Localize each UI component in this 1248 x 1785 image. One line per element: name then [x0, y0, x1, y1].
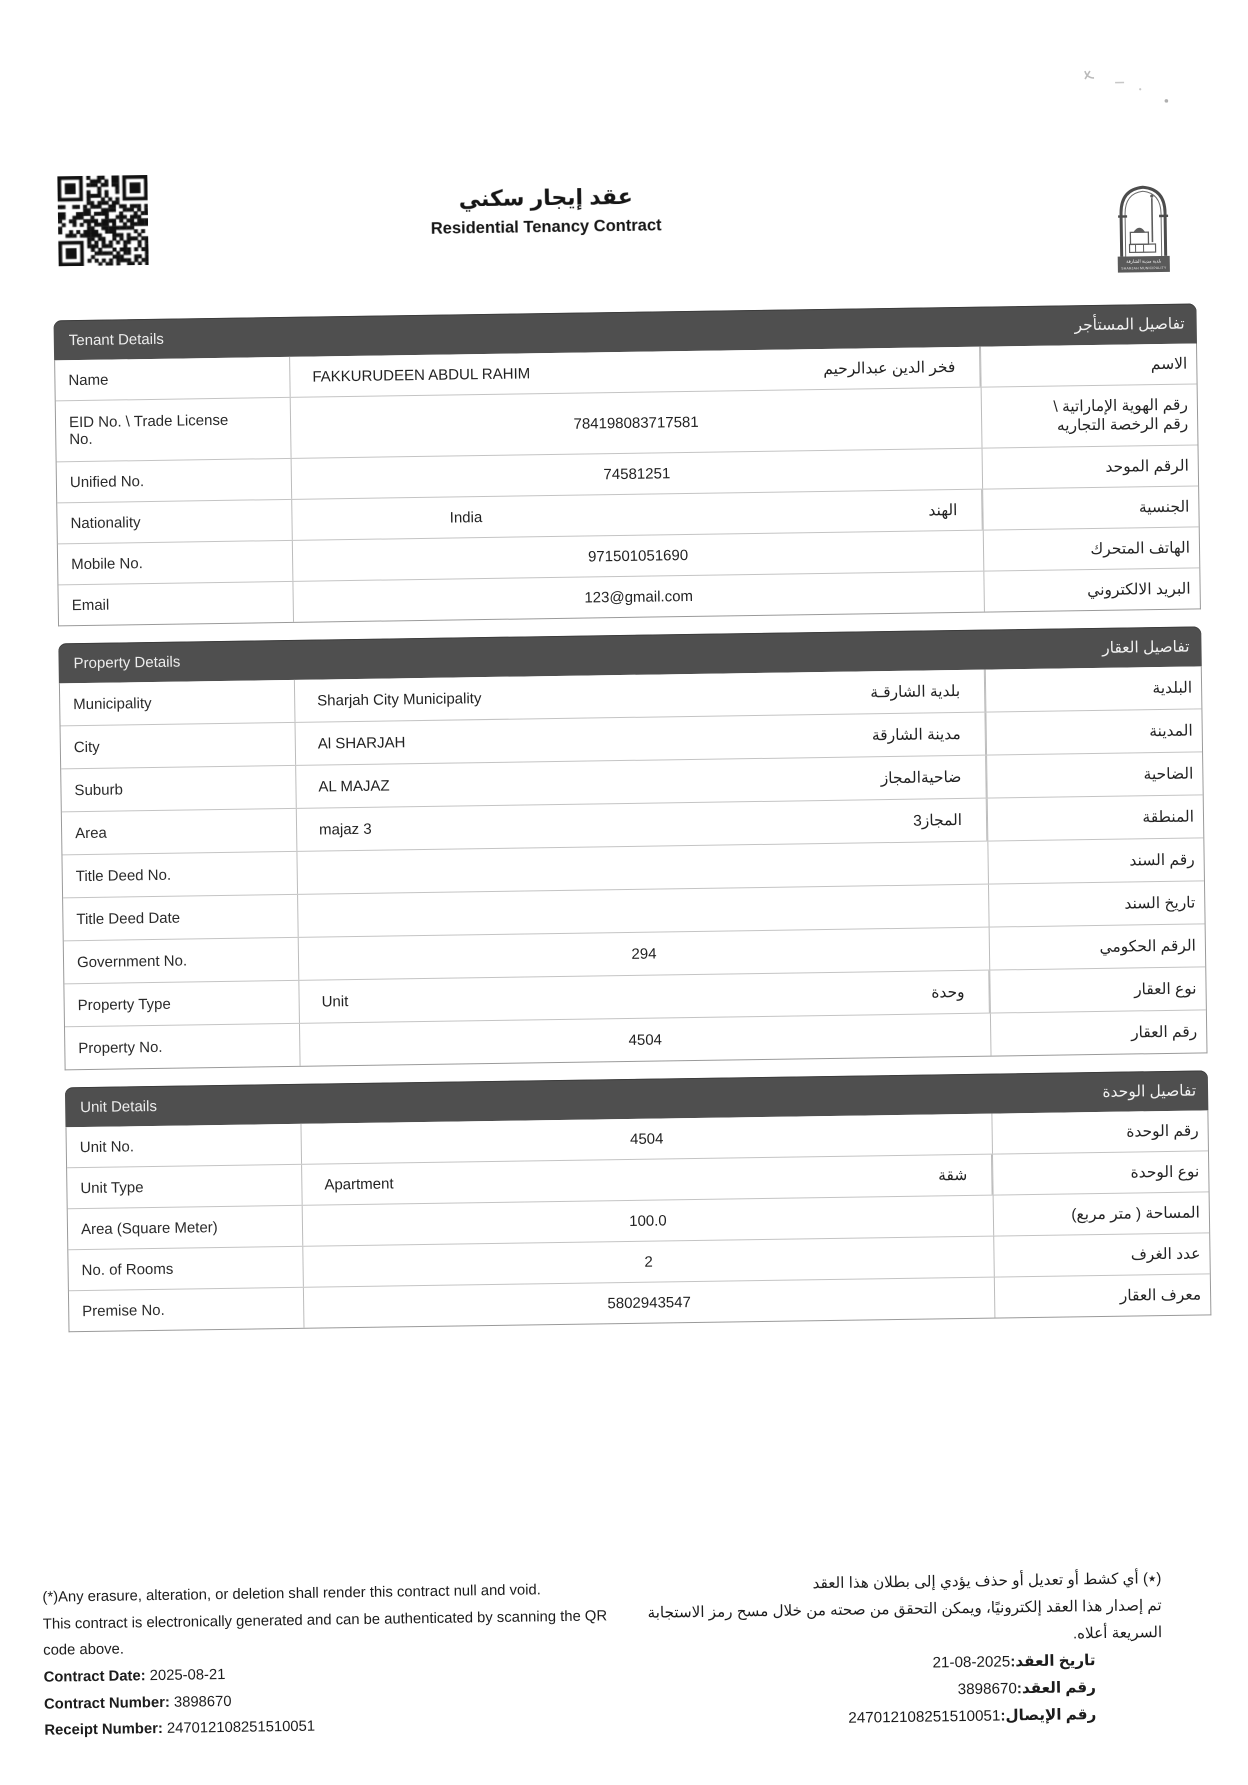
- row-value-ar: الهند: [639, 490, 983, 535]
- row-value-en: Al SHARJAH: [296, 718, 644, 765]
- row-label-ar: المدينة: [985, 709, 1204, 754]
- section-tenant: [54, 303, 1201, 626]
- footer-note-qr-ar: تم إصدار هذا العقد إلكترونيًا، ويمكن التحقق من صحته من خلال مسح رمز الاستجابة السريعة أعلاه.: [602, 1592, 1163, 1654]
- row-label-en: Unit Type: [67, 1165, 303, 1208]
- document-title-arabic: عقد إيجار سكني: [0, 177, 1102, 219]
- row-label-ar: رقم العقار: [990, 1010, 1209, 1055]
- row-value: 294: [299, 928, 990, 980]
- row-label-en: No. of Rooms: [68, 1247, 304, 1290]
- row-label-en: Area: [62, 809, 298, 854]
- row-label-en: Unit No.: [66, 1124, 302, 1167]
- row-value: 123@gmail.com: [293, 572, 984, 622]
- document-title: [0, 177, 1102, 245]
- footer-entry-value-ar: 3898670: [958, 1680, 1017, 1698]
- row-value: 5802943547: [304, 1278, 995, 1328]
- row-label-en: Title Deed No.: [62, 852, 298, 897]
- section-property: [58, 626, 1207, 1070]
- table-body: [65, 1110, 1211, 1332]
- row-label-en: Property Type: [64, 981, 300, 1026]
- footer-entry-value: 2025-08-21: [145, 1667, 225, 1684]
- row-value-ar: وحدة: [646, 971, 990, 1018]
- row-value-ar: شقة: [649, 1155, 993, 1200]
- row-label-ar: الجنسية: [982, 486, 1201, 529]
- row-label-en: Title Deed Date: [63, 895, 299, 940]
- row-label-en: Mobile No.: [58, 541, 294, 584]
- row-label-ar: رقم الوحدة: [991, 1110, 1210, 1153]
- row-label-en: Municipality: [60, 680, 296, 725]
- section-title-en: Tenant Details: [69, 330, 164, 348]
- logo-banner-text-english: SHARJAH MUNICIPALITY: [1121, 266, 1167, 271]
- footer-entry-label: Contract Date:: [44, 1668, 146, 1686]
- row-value-en: Apartment: [302, 1160, 650, 1205]
- row-label-ar: الرقم الحكومي: [989, 924, 1208, 969]
- footer-entry-value-ar: 2025-08-21: [932, 1653, 1010, 1671]
- row-value: 4504: [301, 1114, 992, 1164]
- pen-marks: [1073, 58, 1184, 116]
- row-label-ar: الضاحية: [986, 752, 1205, 797]
- footer-note-qr: This contract is electronically generated and can be authenticated by scanning the QR code above.: [43, 1603, 619, 1665]
- row-label-en: Email: [58, 582, 294, 625]
- row-value-en: India: [292, 495, 640, 540]
- footer-entry-value-ar: 247012108251510051: [848, 1708, 1000, 1727]
- row-value-ar: فخر الدين عبدالرحيم: [637, 347, 981, 392]
- row-label-en: Property No.: [65, 1024, 301, 1069]
- footer-entry-label: Receipt Number:: [44, 1721, 163, 1739]
- row-value-en: AL MAJAZ: [296, 761, 644, 808]
- row-label-ar: المنطقة: [987, 795, 1206, 840]
- section-title-ar: تفاصيل المستأجر: [1074, 314, 1184, 335]
- row-label-ar: عدد الغرف: [993, 1233, 1212, 1276]
- row-label-ar: معرف العقار: [994, 1274, 1213, 1317]
- row-label-ar: المساحة ( متر مربع): [993, 1192, 1212, 1235]
- table-body: [59, 666, 1208, 1070]
- row-label-ar: رقم السند: [987, 838, 1206, 883]
- section-title-en: Unit Details: [80, 1097, 157, 1115]
- row-value-ar: بلدية الشارقـة: [642, 670, 986, 717]
- row-value-ar: مدينة الشارقة: [642, 713, 986, 760]
- footer-entry-value: 3898670: [170, 1693, 232, 1710]
- row-label-ar: نوع العقار: [989, 967, 1208, 1012]
- sharjah-municipality-logo-icon: [1116, 180, 1171, 275]
- row-label-ar: رقم الهوية الإماراتية \ رقم الرخصة التجاريه: [981, 384, 1200, 447]
- row-value: 971501051690: [293, 531, 984, 581]
- section-title-ar: تفاصيل العقار: [1102, 637, 1190, 657]
- row-label-ar: الهاتف المتحرك: [983, 527, 1202, 570]
- row-label-ar: البلدية: [985, 666, 1204, 711]
- row-label-en: Government No.: [64, 938, 300, 983]
- logo-banner-text-arabic: بلدية مدينة الشارقة: [1126, 258, 1161, 264]
- footer-entry-label: Contract Number:: [44, 1694, 170, 1712]
- row-label-ar: تاريخ السند: [988, 881, 1207, 926]
- row-value: 2: [303, 1237, 994, 1287]
- row-value-en: Sharjah City Municipality: [295, 675, 643, 722]
- row-label-ar: البريد الالكتروني: [983, 568, 1202, 611]
- footer-note-void: (*)Any erasure, alteration, or deletion shall render this contract null and void.: [42, 1576, 617, 1611]
- row-value: 784198083717581: [291, 388, 982, 458]
- row-label-en: City: [61, 723, 297, 768]
- document-title-english: Residential Tenancy Contract: [0, 210, 1102, 245]
- row-value-en: Unit: [299, 976, 647, 1023]
- row-value-ar: المجاز3: [644, 799, 988, 846]
- row-label-en: Area (Square Meter): [68, 1206, 304, 1249]
- footer-entry-label-ar: تاريخ العقد:: [1010, 1652, 1096, 1670]
- table-body: [54, 343, 1201, 626]
- contract-tables: [54, 303, 1212, 1349]
- footer-note-void-ar: (٭) أي كشط أو تعديل أو حذف يؤدي إلى بطلان هذا العقد: [601, 1565, 1161, 1600]
- section-title-en: Property Details: [73, 653, 180, 672]
- row-value-ar: ضاحيةالمجاز: [643, 756, 987, 803]
- footer-entry-label-ar: رقم الإيصال:: [1000, 1706, 1096, 1724]
- row-value: 100.0: [303, 1196, 994, 1246]
- row-label-ar: الرقم الموحد: [982, 445, 1201, 488]
- row-label-en: Premise No.: [69, 1288, 305, 1331]
- row-label-en: Name: [55, 357, 291, 400]
- row-value: 74581251: [292, 449, 983, 499]
- footer-entry-label-ar: رقم العقد:: [1017, 1679, 1096, 1697]
- row-label-ar: نوع الوحدة: [992, 1151, 1211, 1194]
- row-label-en: Suburb: [61, 766, 297, 811]
- footer-english: [42, 1576, 619, 1744]
- row-value: 4504: [300, 1014, 991, 1066]
- row-value-en: FAKKURUDEEN ABDUL RAHIM: [290, 352, 638, 397]
- row-label-en: EID No. \ Trade License No.: [56, 398, 292, 461]
- footer-arabic: [601, 1565, 1163, 1736]
- row-label-en: Unified No.: [57, 459, 293, 502]
- footer-entry-value: 247012108251510051: [163, 1719, 315, 1737]
- section-title-ar: تفاصيل الوحدة: [1102, 1081, 1196, 1101]
- row-value-en: majaz 3: [297, 804, 645, 851]
- row-label-en: Nationality: [57, 500, 293, 543]
- row-label-ar: الاسم: [980, 343, 1199, 386]
- section-unit: [65, 1070, 1212, 1332]
